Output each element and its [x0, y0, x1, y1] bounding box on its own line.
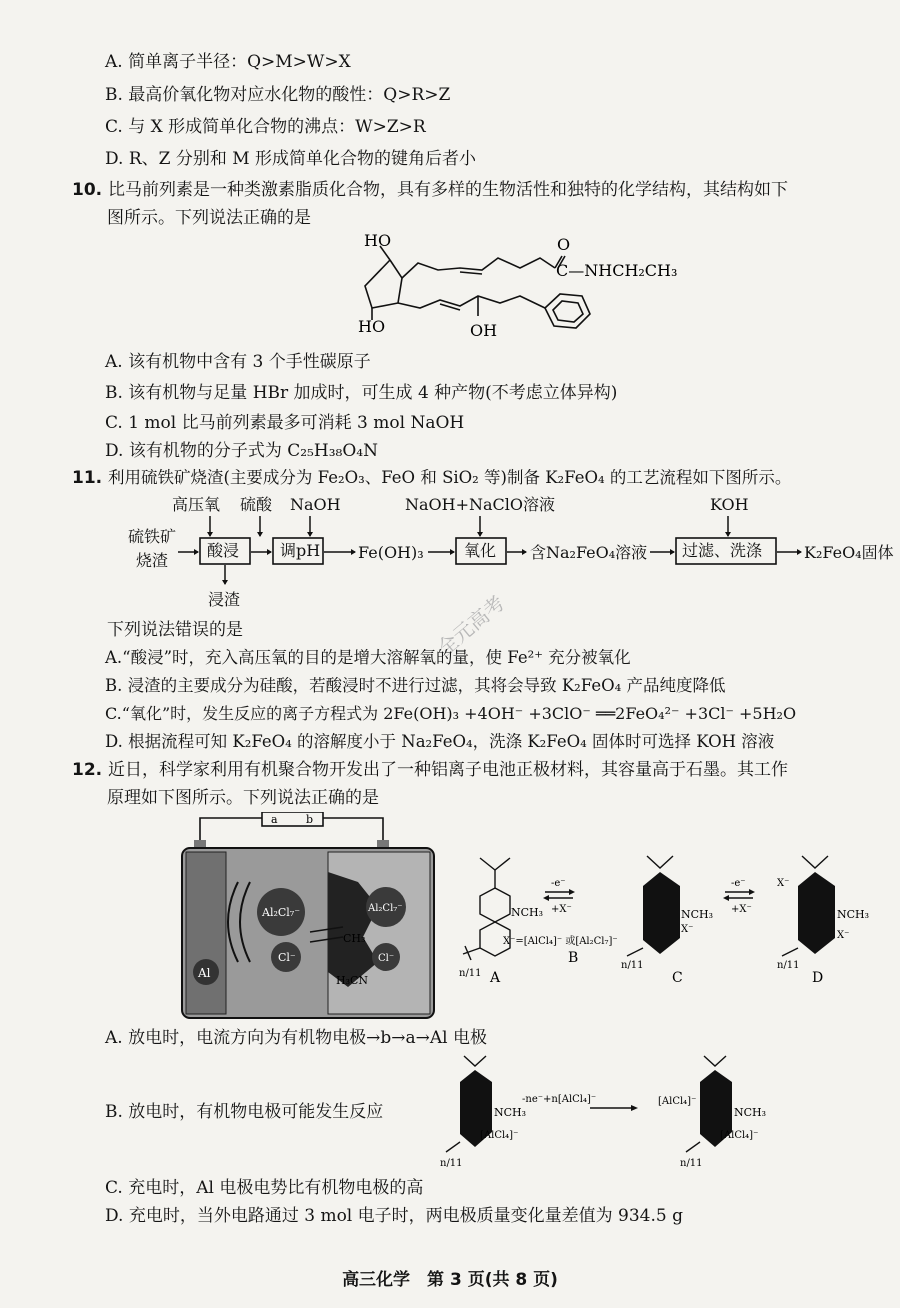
scheme-label-a: A [490, 970, 501, 986]
step-adjust-ph: 调pH [280, 541, 321, 560]
q9-option-c: C. 与 X 形成简单化合物的沸点：W>Z>R [105, 117, 426, 137]
scheme-arrow1-top: -e⁻ [551, 878, 566, 889]
step-oxidation: 氧化 [464, 541, 497, 560]
reaction-nch3-right: NCH₃ [734, 1106, 767, 1119]
residue-label: 浸渣 [208, 590, 241, 609]
scheme-n11-c: n/11 [621, 960, 644, 971]
q12-stem-line2: 原理如下图所示。下列说法正确的是 [107, 788, 379, 808]
q10-option-d: D. 该有机物的分子式为 C₂₅H₃₈O₄N [105, 441, 378, 461]
reagent-sulfuric-acid: 硫酸 [240, 495, 273, 514]
raw-material-line2: 烧渣 [136, 551, 169, 570]
q10-stem-line2: 图所示。下列说法正确的是 [107, 208, 311, 228]
ion-al2cl7-right: Al₂Cl₇⁻ [368, 903, 403, 914]
q10-option-c: C. 1 mol 比马前列素最多可消耗 3 mol NaOH [105, 413, 465, 433]
bimatoprost-structure [350, 228, 690, 348]
scheme-x-minus-d-top: X⁻ [777, 878, 790, 889]
q11-option-c: C.“氧化”时，发生反应的离子方程式为 2Fe(OH)₃ +4OH⁻ +3ClO⁻ ══2FeO₄²⁻ +3Cl⁻ +5H₂O [105, 704, 797, 723]
q12-number: 12. [72, 760, 103, 780]
q9-option-b: B. 最高价氧化物对应水化物的酸性：Q>R>Z [105, 85, 451, 105]
ion-cl-left: Cl⁻ [278, 951, 296, 964]
q11-prompt: 下列说法错误的是 [107, 620, 243, 640]
q11-option-d: D. 根据流程可知 K₂FeO₄ 的溶解度小于 Na₂FeO₄，洗涤 K₂FeO₄ 固体时可选择 KOH 溶液 [105, 732, 775, 751]
intermediate-na2feo4: 含Na₂FeO₄溶液 [530, 543, 648, 562]
scheme-label-c: C [672, 970, 683, 986]
reaction-n11-left: n/11 [440, 1158, 463, 1169]
q11-number: 11. [72, 468, 103, 488]
scheme-arrow1-bottom: +X⁻ [551, 904, 572, 915]
reaction-alcl4-left: [AlCl₄]⁻ [480, 1130, 519, 1141]
q10-number: 10. [72, 180, 103, 200]
q12-option-a: A. 放电时，电流方向为有机物电极→b→a→Al 电极 [105, 1028, 487, 1048]
process-flow-diagram [120, 492, 900, 610]
al-electrode-label: Al [198, 966, 211, 980]
reagent-naoh-naclo: NaOH+NaClO溶液 [405, 495, 556, 514]
scheme-arrow2-bottom: +X⁻ [731, 904, 752, 915]
reagent-high-pressure-oxygen: 高压氧 [172, 495, 221, 514]
terminal-b: b [306, 813, 314, 826]
scheme-nch3-d: NCH₃ [837, 908, 870, 921]
reagent-koh: KOH [710, 495, 749, 514]
q10-option-a: A. 该有机物中含有 3 个手性碳原子 [105, 352, 371, 372]
q12-option-d: D. 充电时，当外电路通过 3 mol 电子时，两电极质量变化量差值为 934.5 g [105, 1206, 684, 1226]
watermark: 全元高考 [432, 590, 510, 661]
scheme-nch3-a: NCH₃ [511, 906, 544, 919]
reaction-alcl4-right-bottom: [AlCl₄]⁻ [720, 1130, 759, 1141]
reagent-naoh: NaOH [290, 495, 341, 514]
terminal-a: a [271, 813, 278, 826]
q12-stem-line1: 近日，科学家利用有机聚合物开发出了一种铝离子电池正极材料，其容量高于石墨。其工作 [108, 760, 788, 780]
label-o: O [557, 235, 571, 254]
page-footer: 高三化学 第 3 页(共 8 页) [342, 1270, 558, 1290]
ion-al2cl7-left: Al₂Cl₇⁻ [262, 906, 301, 919]
scheme-label-d: D [812, 970, 824, 986]
q9-option-a: A. 简单离子半径：Q>M>W>X [105, 52, 351, 72]
reaction-n11-right: n/11 [680, 1158, 703, 1169]
redox-scheme-diagram [455, 848, 900, 988]
scheme-label-b: B [568, 950, 579, 966]
label-ho-bottom: HO [358, 317, 386, 336]
scheme-x-definition: X⁻=[AlCl₄]⁻ 或[Al₂Cl₇]⁻ [503, 936, 618, 947]
product-k2feo4: K₂FeO₄固体 [804, 543, 894, 562]
reaction-arrow-label: -ne⁻+n[AlCl₄]⁻ [522, 1094, 597, 1105]
battery-cell-diagram [178, 812, 438, 1020]
intermediate-feoh3: Fe(OH)₃ [358, 543, 424, 562]
scheme-x-minus-c: X⁻ [681, 924, 694, 935]
q11-option-b: B. 浸渣的主要成分为硅酸，若酸浸时不进行过滤，其将会导致 K₂FeO₄ 产品纯度降低 [105, 676, 726, 695]
scheme-nch3-c: NCH₃ [681, 908, 714, 921]
scheme-arrow2-top: -e⁻ [731, 878, 746, 889]
reaction-nch3-left: NCH₃ [494, 1106, 527, 1119]
step-filter-wash: 过滤、洗涤 [682, 541, 763, 560]
label-amide: C—NHCH₂CH₃ [556, 261, 678, 280]
step-acid-leach: 酸浸 [207, 541, 240, 560]
q12-option-c: C. 充电时，Al 电极电势比有机物电极的高 [105, 1178, 424, 1198]
label-ch3: CH₃ [343, 932, 366, 945]
raw-material-line1: 硫铁矿 [128, 527, 177, 546]
label-oh: OH [470, 321, 498, 340]
discharge-reaction-diagram [430, 1052, 770, 1172]
q10-stem-line1: 比马前列素是一种类激素脂质化合物，具有多样的生物活性和独特的化学结构，其结构如下 [108, 180, 788, 200]
q11-option-a: A.“酸浸”时，充入高压氧的目的是增大溶解氧的量，使 Fe²⁺ 充分被氧化 [105, 648, 631, 667]
scheme-n11-d: n/11 [777, 960, 800, 971]
scheme-n11-a: n/11 [459, 968, 482, 979]
q12-option-b: B. 放电时，有机物电极可能发生反应 [105, 1102, 384, 1122]
label-ho-top: HO [364, 231, 392, 250]
q9-option-d: D. R、Z 分别和 M 形成简单化合物的键角后者小 [105, 149, 477, 169]
scheme-x-minus-d-bottom: X⁻ [837, 930, 850, 941]
reaction-alcl4-right-top: [AlCl₄]⁻ [658, 1096, 697, 1107]
q10-option-b: B. 该有机物与足量 HBr 加成时，可生成 4 种产物(不考虑立体异构) [105, 383, 618, 403]
ion-cl-right: Cl⁻ [378, 953, 395, 964]
label-h3cn: H₃CN [336, 974, 369, 987]
q11-stem: 利用硫铁矿烧渣(主要成分为 Fe₂O₃、FeO 和 SiO₂ 等)制备 K₂FeO₄ 的工艺流程如下图所示。 [108, 468, 792, 487]
